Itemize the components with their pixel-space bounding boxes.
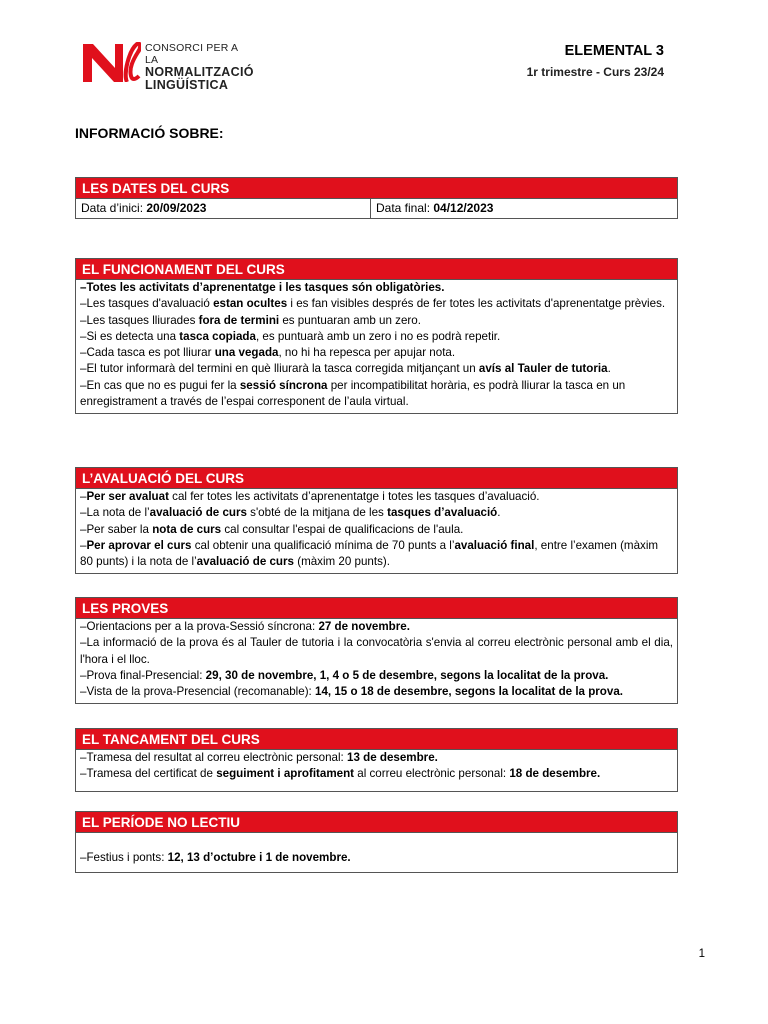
avaluacio-line-2 <box>80 505 673 521</box>
section-tancament-body <box>76 750 677 791</box>
proves-line-1-a: –Orientacions per a la prova-Sessió síncrona: <box>80 620 319 633</box>
section-avaluacio-body <box>76 489 677 573</box>
section-funcionament-body <box>76 280 677 413</box>
funcionament-line-2-b: estan ocultes <box>213 297 288 311</box>
proves-line-1 <box>80 619 673 635</box>
funcionament-line-5-b: una vegada <box>214 346 279 360</box>
funcionament-line-5 <box>80 345 673 361</box>
end-date-cell <box>371 199 493 218</box>
avaluacio-line-3-a: –Per saber la <box>80 522 153 536</box>
funcionament-line-7-a: –En cas que no es pugui fer la <box>80 378 240 392</box>
course-title: ELEMENTAL 3 <box>564 43 664 59</box>
tancament-line-2-d: 18 de desembre. <box>509 767 601 781</box>
avaluacio-line-2-b: avaluació de curs <box>149 506 247 520</box>
avaluacio-line-4-b: Per aprovar el curs <box>86 538 192 552</box>
avaluacio-line-3 <box>80 522 673 538</box>
no-lectiu-line-1-a: –Festius i ponts: <box>80 851 168 864</box>
funcionament-line-5-a: –Cada tasca es pot lliurar <box>80 346 215 360</box>
dates-row <box>76 199 677 218</box>
funcionament-line-3-a: –Les tasques lliurades <box>80 313 199 327</box>
avaluacio-line-4-a: – <box>80 538 87 552</box>
start-date-label: Data d’inici: <box>81 201 147 215</box>
avaluacio-line-4-c: cal obtenir una qualificació mínima de 70 punts a l’ <box>191 538 455 552</box>
proves-line-4 <box>80 684 673 700</box>
funcionament-line-6-a: –El tutor informarà del termini en què lliurarà la tasca corregida mitjançant un <box>80 362 479 376</box>
avaluacio-line-1-b: Per ser avaluat <box>86 490 169 503</box>
proves-line-1-b: 27 de novembre. <box>318 620 410 633</box>
section-proves-body <box>76 619 677 703</box>
funcionament-line-7 <box>80 378 673 411</box>
avaluacio-line-4-d: avaluació final <box>454 538 535 552</box>
funcionament-line-4-a: –Si es detecta una <box>80 329 180 343</box>
cpnl-logo-mark <box>83 42 141 82</box>
funcionament-line-4-b: tasca copiada <box>179 329 256 343</box>
page-number: 1 <box>698 948 705 960</box>
tancament-line-2-c: al correu electrònic personal: <box>354 767 510 781</box>
end-date-value: 04/12/2023 <box>433 201 494 215</box>
avaluacio-line-2-a: –La nota de l’ <box>80 506 150 520</box>
course-term: 1r trimestre - Curs 23/24 <box>526 65 664 79</box>
logo-line-1: CONSORCI PER A LA <box>145 42 238 66</box>
section-funcionament-title: EL FUNCIONAMENT DEL CURS <box>76 259 677 280</box>
section-dates <box>75 177 678 219</box>
avaluacio-line-1-c: cal fer totes les activitats d’aprenentatge i totes les tasques d’avaluació. <box>168 490 540 503</box>
funcionament-line-6-c: . <box>607 362 611 376</box>
avaluacio-line-4-g: (màxim 20 punts). <box>293 555 390 569</box>
tancament-line-2 <box>80 766 673 782</box>
funcionament-line-7-b: sessió síncrona <box>239 378 328 392</box>
document-header <box>527 42 664 79</box>
proves-line-3 <box>80 668 673 684</box>
proves-line-3-b: 29, 30 de novembre, 1, 4 o 5 de desembre, segons la localitat de la prova. <box>205 668 609 682</box>
logo-line-2: NORMALITZACIÓ <box>145 65 254 79</box>
funcionament-line-3-c: es puntuaran amb un zero. <box>279 313 421 327</box>
funcionament-line-2-c: i es fan visibles després de fer totes les activitats d'aprenentatge prèvies. <box>287 297 666 311</box>
proves-line-3-a: –Prova final-Presencial: <box>80 668 206 682</box>
avaluacio-line-3-b: nota de curs <box>152 522 222 536</box>
tancament-line-1-b: 13 de desembre. <box>347 751 438 764</box>
proves-line-2: –La informació de la prova és al Tauler de tutoria i la convocatòria s'envia al correu electrònic personal amb el dia, l'hora i el lloc. <box>80 636 673 666</box>
end-date-label: Data final: <box>376 201 434 215</box>
section-tancament <box>75 728 678 792</box>
proves-line-4-b: 14, 15 o 18 de desembre, segons la localitat de la prova. <box>315 685 624 699</box>
section-dates-title: LES DATES DEL CURS <box>76 178 677 199</box>
section-proves <box>75 597 678 704</box>
start-date-value: 20/09/2023 <box>146 201 207 215</box>
section-no-lectiu-body <box>76 833 677 872</box>
avaluacio-line-2-d: tasques d’avaluació <box>387 506 498 520</box>
section-proves-title: LES PROVES <box>76 598 677 619</box>
avaluacio-line-1-a: – <box>80 490 87 503</box>
tancament-line-2-a: –Tramesa del certificat de <box>80 767 217 781</box>
section-avaluacio-title: L’AVALUACIÓ DEL CURS <box>76 468 677 489</box>
tancament-line-2-b: seguiment i aprofitament <box>216 767 355 781</box>
section-funcionament <box>75 258 678 414</box>
funcionament-line-6-b: avís al Tauler de tutoria <box>478 362 608 376</box>
section-no-lectiu <box>75 811 678 873</box>
avaluacio-line-2-c: s'obté de la mitjana de les <box>246 506 388 520</box>
section-tancament-title: EL TANCAMENT DEL CURS <box>76 729 677 750</box>
no-lectiu-line-1 <box>80 850 673 866</box>
cpnl-logo <box>83 42 254 92</box>
section-no-lectiu-title: EL PERÍODE NO LECTIU <box>76 812 677 833</box>
funcionament-line-7-c: per incompatibilitat horària, es podrà lliurar la tasca en un enregistrament a través de l’espai corresponent de l’aula virtual. <box>80 378 626 409</box>
avaluacio-line-4 <box>80 538 673 571</box>
tancament-line-1 <box>80 750 673 766</box>
no-lectiu-line-1-b: 12, 13 d’octubre i 1 de novembre. <box>167 851 351 864</box>
funcionament-line-2 <box>80 296 673 312</box>
funcionament-line-1-text: –Totes les activitats d’aprenentatge i les tasques són obligatòries. <box>80 281 445 294</box>
avaluacio-line-4-e: , entre l’examen (màxim 80 punts) i la nota de l’ <box>80 538 659 569</box>
funcionament-line-4-c: , es puntuarà amb un zero i no es podrà repetir. <box>255 329 501 343</box>
avaluacio-line-1 <box>80 489 673 505</box>
logo-line-3: LINGÜÍSTICA <box>145 78 229 92</box>
funcionament-line-5-c: , no hi ha repesca per apujar nota. <box>278 346 456 360</box>
funcionament-line-1 <box>80 280 673 296</box>
start-date-cell <box>76 199 371 218</box>
avaluacio-line-2-e: . <box>497 506 501 520</box>
funcionament-line-3 <box>80 313 673 329</box>
funcionament-line-2-a: –Les tasques d'avaluació <box>80 297 214 311</box>
funcionament-line-4 <box>80 329 673 345</box>
section-avaluacio <box>75 467 678 574</box>
tancament-line-1-a: –Tramesa del resultat al correu electrònic personal: <box>80 751 347 764</box>
funcionament-line-3-b: fora de termini <box>198 313 280 327</box>
avaluacio-line-3-c: cal consultar l'espai de qualificacions de l'aula. <box>221 522 464 536</box>
info-heading: INFORMACIÓ SOBRE: <box>75 125 224 141</box>
funcionament-line-6 <box>80 361 673 377</box>
avaluacio-line-4-f: avaluació de curs <box>196 555 294 569</box>
proves-line-4-a: –Vista de la prova-Presencial (recomanable): <box>80 685 315 699</box>
